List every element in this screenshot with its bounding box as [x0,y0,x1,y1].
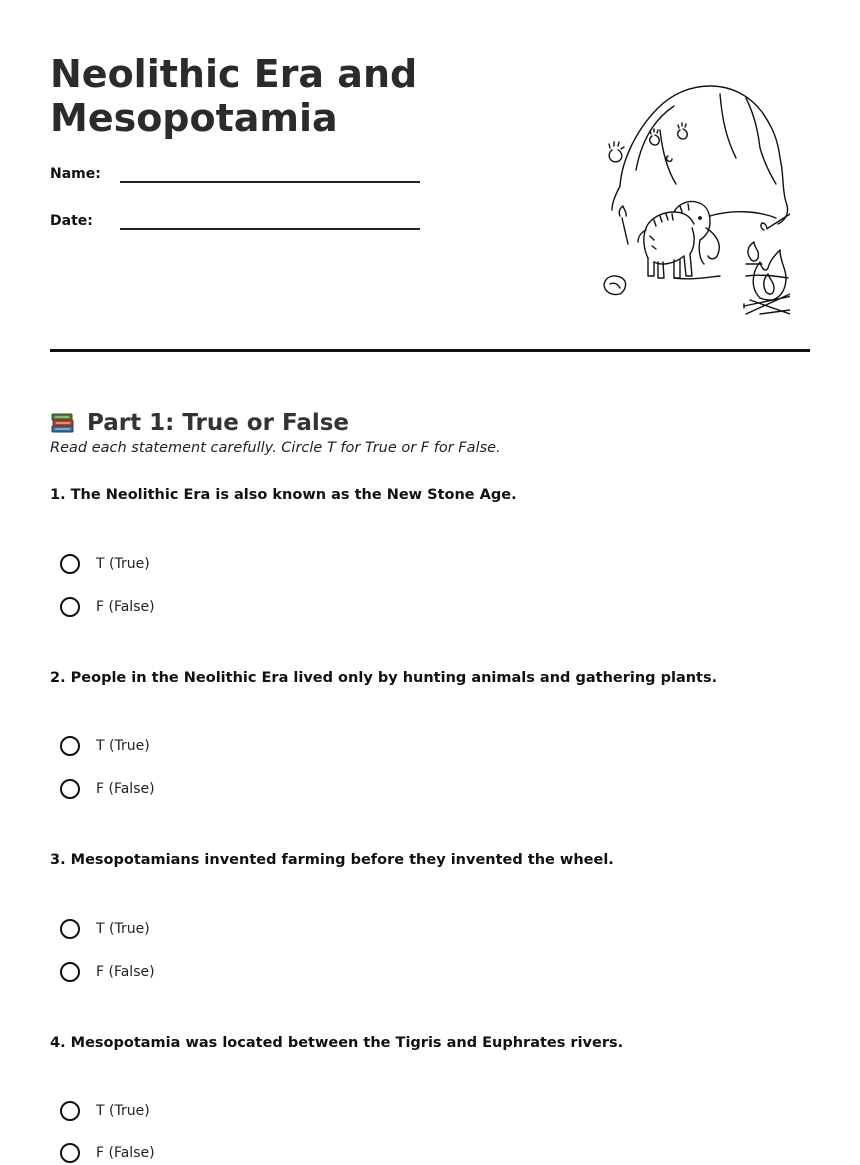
option-label: T (True) [96,921,150,937]
name-label: Name: [50,166,101,182]
books-icon [50,410,76,436]
radio-button[interactable] [60,1143,80,1163]
option-false[interactable] [60,1141,155,1165]
question-text: 4. Mesopotamia was located between the Tigris and Euphrates rivers. [50,1035,624,1051]
section-divider [50,349,810,352]
cave-mammoth-campfire-illustration [550,78,790,318]
date-label: Date: [50,213,93,229]
date-blank-line[interactable] [120,228,420,230]
option-label: F (False) [96,964,155,980]
radio-button[interactable] [60,962,80,982]
option-true[interactable] [60,734,150,758]
name-blank-line[interactable] [120,181,420,183]
option-label: F (False) [96,1145,155,1161]
radio-button[interactable] [60,736,80,756]
page-title: Neolithic Era and Mesopotamia [50,52,418,140]
question-text: 2. People in the Neolithic Era lived only by hunting animals and gathering plants. [50,670,718,686]
option-label: T (True) [96,1103,150,1119]
question-text: 1. The Neolithic Era is also known as the New Stone Age. [50,487,517,503]
name-field [50,166,420,196]
option-false[interactable] [60,595,155,619]
radio-button[interactable] [60,554,80,574]
question-text: 3. Mesopotamians invented farming before they invented the wheel. [50,852,614,868]
option-label: F (False) [96,781,155,797]
option-true[interactable] [60,917,150,941]
option-label: F (False) [96,599,155,615]
date-field [50,213,420,243]
radio-button[interactable] [60,919,80,939]
option-false[interactable] [60,960,155,984]
part1-heading-text: Part 1: True or False [87,410,350,437]
option-false[interactable] [60,777,155,801]
radio-button[interactable] [60,779,80,799]
option-true[interactable] [60,552,150,576]
part1-heading [50,408,349,438]
option-label: T (True) [96,556,150,572]
radio-button[interactable] [60,597,80,617]
option-true[interactable] [60,1099,150,1123]
radio-button[interactable] [60,1101,80,1121]
instructions-text: Read each statement carefully. Circle T for True or F for False. [50,440,501,456]
option-label: T (True) [96,738,150,754]
